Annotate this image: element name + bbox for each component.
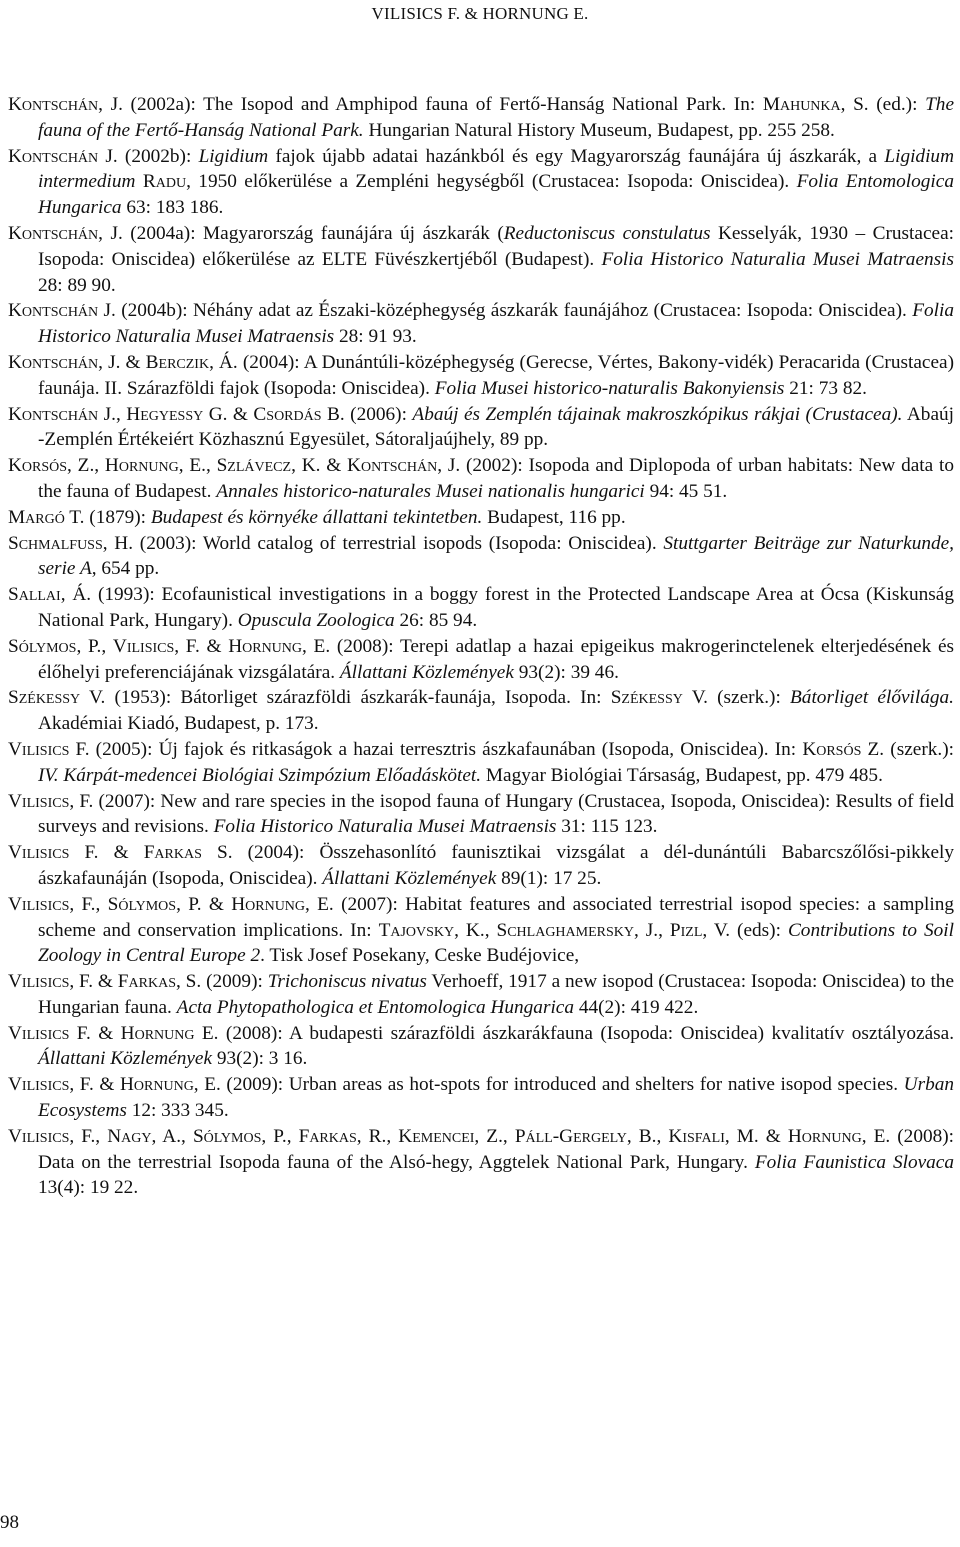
italic-title: Ligidium intermedium bbox=[38, 145, 954, 193]
reference-text: 26: 85 94. bbox=[394, 609, 478, 631]
reference-entry bbox=[8, 789, 954, 841]
author-name: Vilisics F. bbox=[8, 842, 99, 864]
page-number: 98 bbox=[0, 1512, 19, 1533]
reference-text: 28: 91 93. bbox=[334, 326, 417, 348]
author-name: Radu bbox=[142, 171, 187, 193]
reference-text: , bbox=[95, 1125, 108, 1147]
reference-entry bbox=[8, 1124, 954, 1201]
reference-text: , bbox=[205, 455, 217, 477]
reference-text: (2002b): bbox=[117, 145, 199, 167]
reference-text: 93(2): 3 16. bbox=[212, 1048, 308, 1070]
reference-list bbox=[8, 92, 954, 1201]
italic-title: Abaúj és Zemplén tájainak makroszkópikus rákjai (Crustacea). bbox=[412, 403, 903, 425]
italic-title: Acta Phytopathologica et Entomologica Hungarica bbox=[176, 996, 575, 1018]
author-name: Kontschán, J. bbox=[8, 351, 121, 373]
italic-title: Budapest és környéke állattani tekintetben. bbox=[150, 506, 483, 528]
reference-text: (2007): New and rare species in the isopod fauna of Hungary (Crustacea, Isopoda, Oniscidea): Results of field surveys and revisions. bbox=[38, 790, 954, 838]
author-name: Vilisics, F. bbox=[8, 790, 94, 812]
author-name: Tajovsky, K. bbox=[378, 919, 485, 941]
italic-title: Opuscula Zoologica bbox=[237, 609, 395, 631]
reference-text: (2009): bbox=[201, 971, 268, 993]
author-name: Hegyessy G. bbox=[126, 403, 228, 425]
author-name: Sólymos, P. bbox=[192, 1125, 287, 1147]
reference-text: & bbox=[320, 455, 348, 477]
reference-text: , 1950 előkerülése a Zempléni hegységből (Crustacea: Isopoda: Oniscidea). bbox=[186, 171, 797, 193]
author-name: Sólymos, P. bbox=[8, 635, 102, 657]
reference-text: , bbox=[656, 1125, 669, 1147]
reference-entry bbox=[8, 634, 954, 686]
reference-entry bbox=[8, 840, 954, 892]
author-name: Nagy, A. bbox=[107, 1125, 182, 1147]
reference-entry bbox=[8, 221, 954, 298]
italic-title: Stuttgarter Beiträge zur Naturkunde, serie A bbox=[38, 532, 954, 580]
reference-entry bbox=[8, 350, 954, 402]
author-name: Pizl, V. bbox=[669, 919, 731, 941]
reference-text: . Tisk Josef Posekany, Ceske Budéjovice, bbox=[260, 945, 580, 967]
reference-text: & bbox=[98, 842, 144, 864]
reference-text: (2004): A Dunántúli-középhegység (Gerecse, Vértes, Bakony-vidék) Peracarida (Crustacea) faunája. II. Szárazföldi fajok (Isopoda: Oniscidea). bbox=[38, 351, 954, 399]
author-name: Hornung E. bbox=[120, 1022, 219, 1044]
author-name: Korsós Z. bbox=[802, 738, 885, 760]
author-name: Kontschán, J. bbox=[347, 455, 461, 477]
reference-entry bbox=[8, 969, 954, 1021]
reference-text: (2002): Isopoda and Diplopoda of urban habitats: New data to the fauna of Budapest. bbox=[38, 455, 955, 502]
italic-title: Folia Historico Naturalia Musei Matraensis bbox=[601, 248, 955, 270]
author-name: Margó T. bbox=[8, 506, 85, 528]
author-name: Vilisics, F. bbox=[8, 971, 94, 993]
reference-text: 12: 333 345. bbox=[126, 1100, 229, 1122]
reference-text bbox=[135, 171, 142, 192]
reference-text: & bbox=[90, 1022, 121, 1044]
reference-entry bbox=[8, 1021, 954, 1073]
author-name: Korsós, Z. bbox=[8, 455, 95, 477]
author-name: Sólymos, P. bbox=[107, 893, 202, 915]
reference-text: , bbox=[386, 1125, 399, 1147]
reference-text: , bbox=[181, 1125, 193, 1147]
reference-text: , bbox=[94, 455, 105, 477]
author-name: Hornung, E. bbox=[104, 455, 206, 477]
reference-text: & bbox=[93, 1074, 120, 1096]
italic-title: Állattani Közlemények bbox=[38, 1048, 213, 1070]
reference-text: (1953): Bátorliget szárazföldi ászkarák-faunája, Isopoda. In: bbox=[105, 687, 611, 709]
reference-text: & bbox=[120, 351, 146, 373]
italic-title: Folia Faunistica Slovaca bbox=[754, 1151, 955, 1173]
italic-title: Urban Ecosystems bbox=[38, 1074, 954, 1122]
reference-text: Hungarian Natural History Museum, Budapest, pp. 255 258. bbox=[363, 119, 835, 141]
author-name: Székessy V. bbox=[8, 687, 106, 709]
reference-text: , bbox=[502, 1125, 515, 1147]
reference-entry bbox=[8, 402, 954, 454]
reference-text: & bbox=[199, 635, 229, 657]
running-header: VILISICS F. & HORNUNG E. bbox=[371, 4, 589, 23]
italic-title: Állattani Közlemények bbox=[322, 867, 497, 889]
author-name: Hornung, E. bbox=[787, 1125, 891, 1147]
author-name: Kontschán, J. bbox=[8, 94, 123, 115]
italic-title: Reductoniscus constulatus bbox=[503, 222, 711, 244]
reference-entry bbox=[8, 505, 954, 531]
reference-text: 28: 89 90. bbox=[38, 274, 116, 296]
italic-title: Contributions to Soil Zoology in Central Europe 2 bbox=[38, 919, 955, 967]
reference-entry bbox=[8, 685, 954, 737]
reference-text: (2006): bbox=[344, 403, 413, 425]
reference-text: 89(1): 17 25. bbox=[496, 867, 602, 889]
reference-entry bbox=[8, 892, 954, 969]
reference-text: , bbox=[95, 893, 108, 915]
author-name: Farkas, S. bbox=[117, 971, 202, 993]
reference-text: 63: 183 186. bbox=[121, 197, 224, 219]
reference-text: 31: 115 123. bbox=[556, 816, 658, 838]
reference-text: Budapest, 116 pp. bbox=[482, 506, 626, 528]
reference-text: & bbox=[227, 403, 254, 425]
reference-text: (1879): bbox=[84, 506, 151, 528]
reference-text: & bbox=[93, 971, 118, 993]
reference-text: (eds): bbox=[730, 919, 788, 941]
italic-title: Folia Historico Naturalia Musei Matraensis bbox=[213, 816, 557, 838]
reference-text: (2007): Habitat features and associated terrestrial isopod species: a sampling scheme and conservation implications. In: bbox=[38, 893, 954, 941]
italic-title: Ligidium bbox=[198, 145, 269, 167]
reference-text: & bbox=[758, 1125, 788, 1147]
italic-title: Folia Historico Naturalia Musei Matraensis bbox=[38, 300, 954, 348]
reference-text: (2003): World catalog of terrestrial isopods (Isopoda: Oniscidea). bbox=[133, 532, 664, 554]
italic-title: Folia Entomologica Hungarica bbox=[38, 171, 954, 219]
author-name: Kemencei, Z. bbox=[398, 1125, 503, 1147]
reference-entry bbox=[8, 582, 954, 634]
author-name: Hornung, E. bbox=[231, 893, 334, 915]
author-name: Vilisics, F. bbox=[8, 1125, 96, 1147]
author-name: Berczik, Á. bbox=[145, 351, 238, 373]
reference-entry bbox=[8, 298, 954, 350]
reference-text: 13(4): 19 22. bbox=[38, 1177, 139, 1199]
reference-text: Akadémiai Kiadó, Budapest, p. 173. bbox=[38, 713, 319, 735]
reference-entry bbox=[8, 737, 954, 789]
author-name: Hornung, E. bbox=[228, 635, 331, 657]
reference-text: (szerk.): bbox=[884, 738, 954, 760]
reference-text: (2005): Új fajok és ritkaságok a hazai terresztris ászkafaunában (Isopoda, Oniscidea). In: bbox=[89, 738, 803, 760]
author-name: Mahunka, S. bbox=[762, 94, 869, 115]
author-name: Kontschán J. bbox=[8, 300, 116, 322]
author-name: Farkas S. bbox=[143, 842, 233, 864]
reference-text: (szerk.): bbox=[707, 687, 791, 709]
reference-text: Kesselyák, 1930 – Crustacea: Isopoda: Oniscidea) előkerülése az ELTE Füvészkertjéből (Budapest). bbox=[38, 222, 954, 270]
reference-text: (ed.): bbox=[868, 94, 926, 115]
author-name: Hornung, E. bbox=[119, 1074, 221, 1096]
reference-text: (2008): Data on the terrestrial Isopoda fauna of the Alsó-hegy, Aggtelek National Park, Hungary. bbox=[38, 1125, 955, 1173]
italic-title: Állattani Közlemények bbox=[339, 661, 514, 683]
author-name: Vilisics, F. bbox=[8, 893, 96, 915]
author-name: Székessy V. bbox=[610, 687, 708, 709]
reference-text: , 654 pp. bbox=[91, 558, 160, 580]
reference-text: (2004a): Magyarország faunájára új ászkarák ( bbox=[122, 222, 504, 244]
author-name: Schlaghamersky, J. bbox=[496, 919, 659, 941]
reference-text: Abaúj -Zemplén Értékeiért Közhasznú Egyesület, Sátoraljaújhely, 89 pp. bbox=[38, 403, 955, 451]
reference-entry bbox=[8, 92, 954, 144]
reference-text: 44(2): 419 422. bbox=[574, 996, 699, 1018]
reference-text: , bbox=[286, 1125, 299, 1147]
author-name: Vilisics, F. bbox=[112, 635, 200, 657]
reference-text: (2008): Terepi adatlap a hazai epigeikus makrogerinctelenek elterjedésének és élőhelyi preferenciájának vizsgálatára. bbox=[38, 635, 955, 683]
reference-entry bbox=[8, 144, 954, 221]
italic-title: IV. Kárpát-medencei Biológiai Szimpózium Előadáskötet. bbox=[38, 764, 482, 786]
italic-title: The fauna of the Fertő-Hanság National Park. bbox=[38, 94, 954, 141]
author-name: Vilisics F. bbox=[8, 738, 90, 760]
reference-text: & bbox=[201, 893, 232, 915]
author-name: Vilisics F. bbox=[8, 1022, 91, 1044]
reference-text: 21: 73 82. bbox=[784, 377, 867, 399]
reference-text: Verhoeff, 1917 a new isopod (Crustacea: Isopoda: Oniscidea) to the Hungarian fauna. bbox=[38, 971, 954, 1018]
reference-text: , bbox=[115, 403, 127, 425]
italic-title: Bátorliget élővilága. bbox=[790, 687, 954, 709]
reference-text: , bbox=[658, 919, 670, 941]
author-name: Vilisics, F. bbox=[8, 1074, 94, 1096]
author-name: Kontschán, J. bbox=[8, 222, 123, 244]
italic-title: Annales historico-naturales Musei nationalis hungarici bbox=[216, 480, 645, 502]
author-name: Sallai, Á. bbox=[8, 584, 92, 606]
reference-text: (2002a): The Isopod and Amphipod fauna of Fertő-Hanság National Park. In: bbox=[122, 94, 763, 115]
author-name: Csordás B. bbox=[253, 403, 345, 425]
author-name: Kontschán J. bbox=[8, 403, 116, 425]
reference-entry bbox=[8, 453, 954, 505]
reference-text: (2009): Urban areas as hot-spots for introduced and shelters for native isopod species. bbox=[220, 1074, 904, 1096]
author-name: Farkas, R. bbox=[298, 1125, 387, 1147]
author-name: Schmalfuss, H. bbox=[8, 532, 134, 554]
italic-title: Trichoniscus nivatus bbox=[267, 971, 427, 993]
reference-text: 93(2): 39 46. bbox=[513, 661, 619, 683]
reference-text: (2004): Összehasonlító faunisztikai vizsgálat a dél-dunántúli Babarcszőlősi-pikkely ászkafaunáján (Isopoda, Oniscidea). bbox=[38, 842, 955, 889]
reference-entry bbox=[8, 1072, 954, 1124]
reference-text: 94: 45 51. bbox=[644, 480, 728, 502]
author-name: Páll-Gergely, B. bbox=[514, 1125, 657, 1147]
reference-text: (1993): Ecofaunistical investigations in a boggy forest in the Protected Landscape Area at Ócsa (Kiskunság National Park, Hungary). bbox=[38, 584, 954, 631]
reference-text: , bbox=[101, 635, 113, 657]
italic-title: Folia Musei historico-naturalis Bakonyiensis bbox=[434, 377, 785, 399]
reference-text: (2008): A budapesti szárazföldi ászkarákfauna (Isopoda: Oniscidea) kvalitatív osztályozása. bbox=[218, 1022, 955, 1044]
reference-text: (2004b): Néhány adat az Északi-középhegység ászkarák faunájához (Crustacea: Isopoda: Oniscidea). bbox=[115, 300, 913, 322]
reference-text: fajok újabb adatai hazánkból és egy Magyarország faunájára új ászkarák, a bbox=[268, 145, 885, 167]
author-name: Szlávecz, K. bbox=[216, 455, 321, 477]
author-name: Kisfali, M. bbox=[668, 1125, 759, 1147]
author-name: Kontschán J. bbox=[8, 145, 118, 167]
reference-entry bbox=[8, 531, 954, 583]
reference-text: Magyar Biológiai Társaság, Budapest, pp. 479 485. bbox=[481, 764, 883, 786]
reference-text: , bbox=[484, 919, 497, 941]
